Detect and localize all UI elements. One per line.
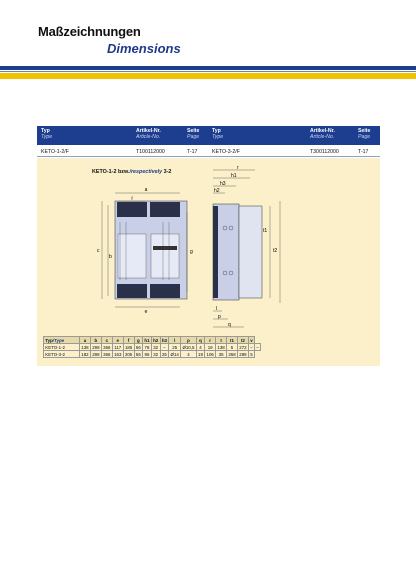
label-g: g bbox=[190, 249, 193, 255]
cell: 298 bbox=[92, 351, 100, 357]
dimensions-header-row bbox=[44, 337, 261, 344]
col-header: t2 bbox=[237, 337, 248, 344]
cell: 19 bbox=[205, 344, 216, 351]
col-article: Article-No. bbox=[136, 134, 161, 140]
cell: 25 bbox=[169, 344, 181, 351]
cell: 268 bbox=[228, 351, 236, 357]
col-type: Type bbox=[41, 134, 53, 140]
col-type-2: Type bbox=[212, 134, 224, 140]
front-view bbox=[97, 187, 193, 315]
label-p: p bbox=[218, 314, 221, 320]
label-l: l bbox=[216, 306, 218, 312]
article-2: T300112000 bbox=[310, 149, 339, 155]
row-type: KETO-1-2 bbox=[44, 344, 80, 351]
type-2: KETO-3-2/F bbox=[212, 149, 240, 155]
side-profile bbox=[239, 206, 262, 298]
col-header: f bbox=[123, 337, 134, 344]
col-typ-2: Typ bbox=[212, 128, 221, 134]
cell: 19 bbox=[198, 351, 203, 357]
col-article-2: Article-No. bbox=[310, 134, 335, 140]
cell: 5 bbox=[227, 344, 238, 351]
label-t2: t2 bbox=[273, 248, 278, 254]
cell: – bbox=[256, 344, 259, 350]
page-title: Maßzeichnungen bbox=[38, 24, 141, 39]
col-header: a bbox=[80, 337, 91, 344]
cell: 366 bbox=[103, 351, 111, 357]
cell: 272 bbox=[239, 344, 247, 350]
page-subtitle: Dimensions bbox=[107, 41, 181, 56]
drawing-title: KETO-1-2 bzw./respectively 3-2 bbox=[92, 169, 172, 175]
col-header: g bbox=[134, 337, 142, 344]
col-typ: Typ bbox=[41, 128, 50, 134]
cell: 78 bbox=[144, 344, 150, 350]
cell: 4 bbox=[181, 351, 197, 358]
cell: 66 bbox=[135, 344, 141, 350]
col-header: e bbox=[112, 337, 123, 344]
label-h2: h2 bbox=[214, 188, 220, 194]
cell: 182 bbox=[81, 351, 89, 357]
cell: – bbox=[160, 344, 169, 351]
col-header: h1 bbox=[144, 337, 150, 343]
fuse-carrier-right bbox=[151, 234, 179, 278]
fuse-carrier-left bbox=[118, 234, 146, 278]
table-row bbox=[44, 344, 261, 351]
cell: 106 bbox=[206, 351, 214, 357]
col-header: h2 bbox=[153, 337, 159, 343]
label-c: c bbox=[97, 248, 100, 254]
table-row bbox=[44, 351, 261, 358]
col-header-type: Typ/Type bbox=[44, 337, 80, 344]
cell: 25 bbox=[161, 351, 167, 357]
cell: 35 bbox=[216, 351, 227, 358]
cell: 32 bbox=[153, 344, 159, 350]
cell: 205 bbox=[124, 351, 133, 357]
cell: 288 bbox=[239, 351, 247, 357]
label-h1: h1 bbox=[231, 173, 237, 179]
article-1: T100112000 bbox=[136, 149, 165, 155]
side-view bbox=[213, 165, 280, 328]
col-artikel-2: Artikel-Nr. bbox=[310, 128, 335, 134]
page-ref-2: T-17 bbox=[358, 149, 369, 155]
col-header: v bbox=[250, 337, 253, 343]
col-header: b bbox=[90, 337, 101, 344]
cell: 298 bbox=[92, 344, 100, 350]
col-header: p bbox=[181, 337, 197, 344]
label-a: a bbox=[144, 187, 148, 193]
col-page-2: Page bbox=[358, 134, 371, 140]
label-b: b bbox=[109, 254, 112, 260]
col-header: q bbox=[196, 337, 204, 344]
col-header: c bbox=[101, 337, 112, 344]
top-terminal-right bbox=[150, 202, 180, 217]
label-e: e bbox=[144, 309, 148, 315]
mounting-rail bbox=[213, 206, 218, 298]
label-q: q bbox=[228, 322, 231, 328]
col-header: h3 bbox=[161, 337, 167, 343]
dimensions-table bbox=[43, 336, 261, 358]
cell: 56 bbox=[135, 351, 141, 357]
cell: Ø10,5 bbox=[182, 344, 195, 350]
page-ref-1: T-17 bbox=[187, 149, 198, 155]
label-r: r bbox=[237, 165, 239, 171]
cell: 163 bbox=[114, 351, 122, 357]
row-type: KETO-3-2 bbox=[44, 351, 80, 358]
col-header: t1 bbox=[227, 337, 238, 344]
col-seite: Seite bbox=[187, 128, 200, 134]
cell: 4 bbox=[196, 344, 204, 351]
cell: 138 bbox=[81, 344, 89, 350]
cell: 138 bbox=[217, 344, 225, 350]
cell: 117 bbox=[114, 344, 122, 350]
cell: 366 bbox=[103, 344, 111, 350]
col-header: l bbox=[169, 337, 181, 344]
handle-bar bbox=[153, 246, 177, 250]
col-header: r bbox=[205, 337, 216, 344]
col-page: Page bbox=[187, 134, 200, 140]
bottom-terminal-right bbox=[150, 284, 180, 298]
col-seite-2: Seite bbox=[358, 128, 371, 134]
col-artikel: Artikel-Nr. bbox=[136, 128, 161, 134]
top-terminal-left bbox=[117, 202, 147, 217]
cell: Ø14 bbox=[170, 351, 179, 357]
cell: – bbox=[250, 344, 253, 350]
cell: 185 bbox=[124, 344, 133, 350]
cell: 5 bbox=[250, 351, 253, 357]
bottom-terminal-left bbox=[117, 284, 147, 298]
cell: 32 bbox=[153, 351, 159, 357]
col-header: t bbox=[216, 337, 227, 344]
label-t1: t1 bbox=[263, 228, 268, 234]
label-f: f bbox=[131, 196, 133, 201]
label-h3: h3 bbox=[220, 181, 226, 187]
type-1: KETO-1-2/F bbox=[41, 149, 69, 155]
cell: 96 bbox=[144, 351, 150, 357]
